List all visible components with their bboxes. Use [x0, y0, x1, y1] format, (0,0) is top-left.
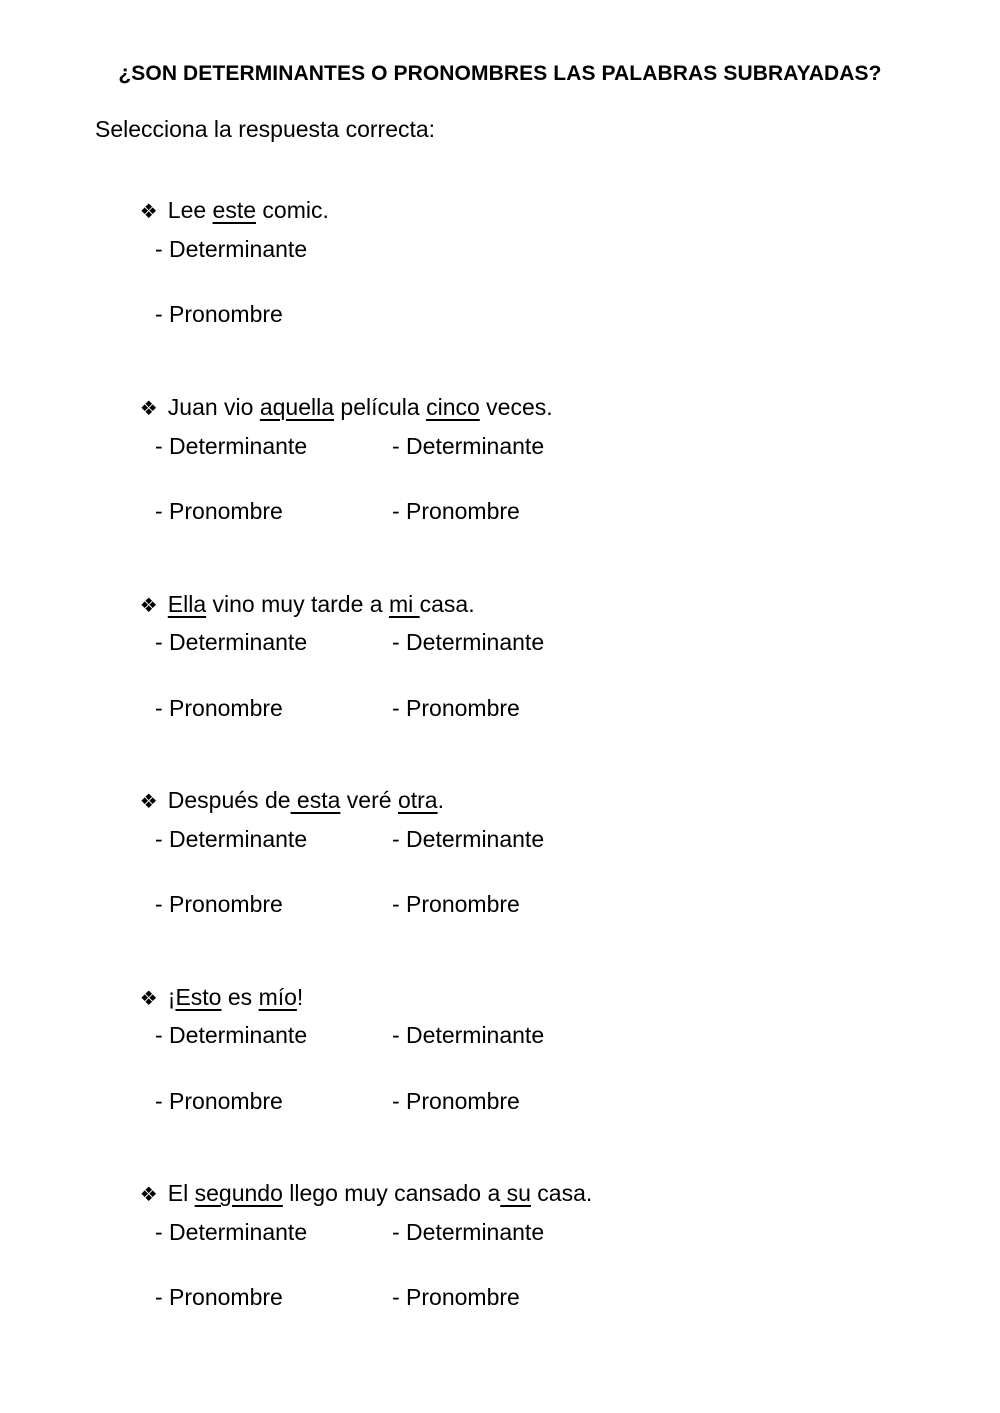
option-determinante[interactable]: - Determinante [155, 1219, 308, 1245]
diamond-bullet-icon: ❖ [139, 988, 158, 1010]
option-pronombre[interactable]: - Pronombre [392, 498, 520, 524]
worksheet-title: ¿SON DETERMINANTES O PRONOMBRES LAS PALABRAS SUBRAYADAS? [118, 62, 882, 85]
underlined-word: otra [397, 787, 438, 813]
diamond-bullet-icon: ❖ [139, 398, 158, 420]
option-pronombre[interactable]: - Pronombre [155, 498, 283, 524]
diamond-bullet-icon: ❖ [139, 201, 158, 223]
question-6 [127, 1153, 592, 1207]
underlined-word: esta [290, 787, 341, 813]
q-seg: casa. [419, 591, 475, 617]
question-5 [127, 957, 303, 1011]
underlined-word: aquella [259, 394, 335, 420]
option-determinante[interactable]: - Determinante [155, 236, 308, 262]
option-pronombre[interactable]: - Pronombre [392, 695, 520, 721]
option-pronombre[interactable]: - Pronombre [155, 695, 283, 721]
question-text [168, 984, 304, 1010]
question-text [168, 787, 444, 813]
option-determinante[interactable]: - Determinante [392, 433, 545, 459]
option-determinante[interactable]: - Determinante [392, 826, 545, 852]
option-determinante[interactable]: - Determinante [392, 1022, 545, 1048]
option-pronombre[interactable]: - Pronombre [155, 1088, 283, 1114]
q-seg: Juan vio [167, 394, 260, 420]
option-determinante[interactable]: - Determinante [155, 826, 308, 852]
question-text [168, 591, 475, 617]
option-pronombre[interactable]: - Pronombre [392, 1088, 520, 1114]
underlined-word: Esto [175, 984, 222, 1010]
q-seg: veré [340, 787, 398, 813]
q-seg: veces. [479, 394, 553, 420]
option-pronombre[interactable]: - Pronombre [155, 301, 283, 327]
option-determinante[interactable]: - Determinante [155, 433, 308, 459]
q-seg: es [221, 984, 259, 1010]
underlined-word: segundo [194, 1180, 283, 1206]
question-2 [127, 367, 553, 421]
option-determinante[interactable]: - Determinante [392, 629, 545, 655]
q-seg: Lee [167, 197, 213, 223]
underlined-word: su [500, 1180, 531, 1206]
option-determinante[interactable]: - Determinante [155, 1022, 308, 1048]
option-determinante[interactable]: - Determinante [155, 629, 308, 655]
q-seg: El [167, 1180, 195, 1206]
option-determinante[interactable]: - Determinante [392, 1219, 545, 1245]
underlined-word: mi [388, 591, 420, 617]
option-pronombre[interactable]: - Pronombre [392, 1284, 520, 1310]
q-seg: ! [296, 984, 304, 1010]
question-text [168, 197, 329, 223]
underlined-word: este [212, 197, 257, 223]
diamond-bullet-icon: ❖ [139, 595, 158, 617]
q-seg: ¡ [167, 984, 176, 1010]
q-seg: . [437, 787, 444, 813]
q-seg: vino muy tarde a [206, 591, 389, 617]
question-text [168, 1180, 593, 1206]
option-pronombre[interactable]: - Pronombre [155, 891, 283, 917]
option-pronombre[interactable]: - Pronombre [155, 1284, 283, 1310]
diamond-bullet-icon: ❖ [139, 1184, 158, 1206]
underlined-word: cinco [426, 394, 480, 420]
q-seg: casa. [530, 1180, 593, 1206]
instruction-text: Selecciona la respuesta correcta: [95, 116, 436, 142]
q-seg: llego muy cansado a [282, 1180, 501, 1206]
diamond-bullet-icon: ❖ [139, 791, 158, 813]
question-4 [127, 760, 444, 814]
underlined-word: mío [258, 984, 297, 1010]
question-3 [127, 564, 475, 618]
q-seg: Después de [167, 787, 291, 813]
question-text [168, 394, 553, 420]
underlined-word: Ella [167, 591, 207, 617]
q-seg: película [334, 394, 427, 420]
q-seg: comic. [256, 197, 329, 223]
question-1 [127, 170, 329, 224]
option-pronombre[interactable]: - Pronombre [392, 891, 520, 917]
